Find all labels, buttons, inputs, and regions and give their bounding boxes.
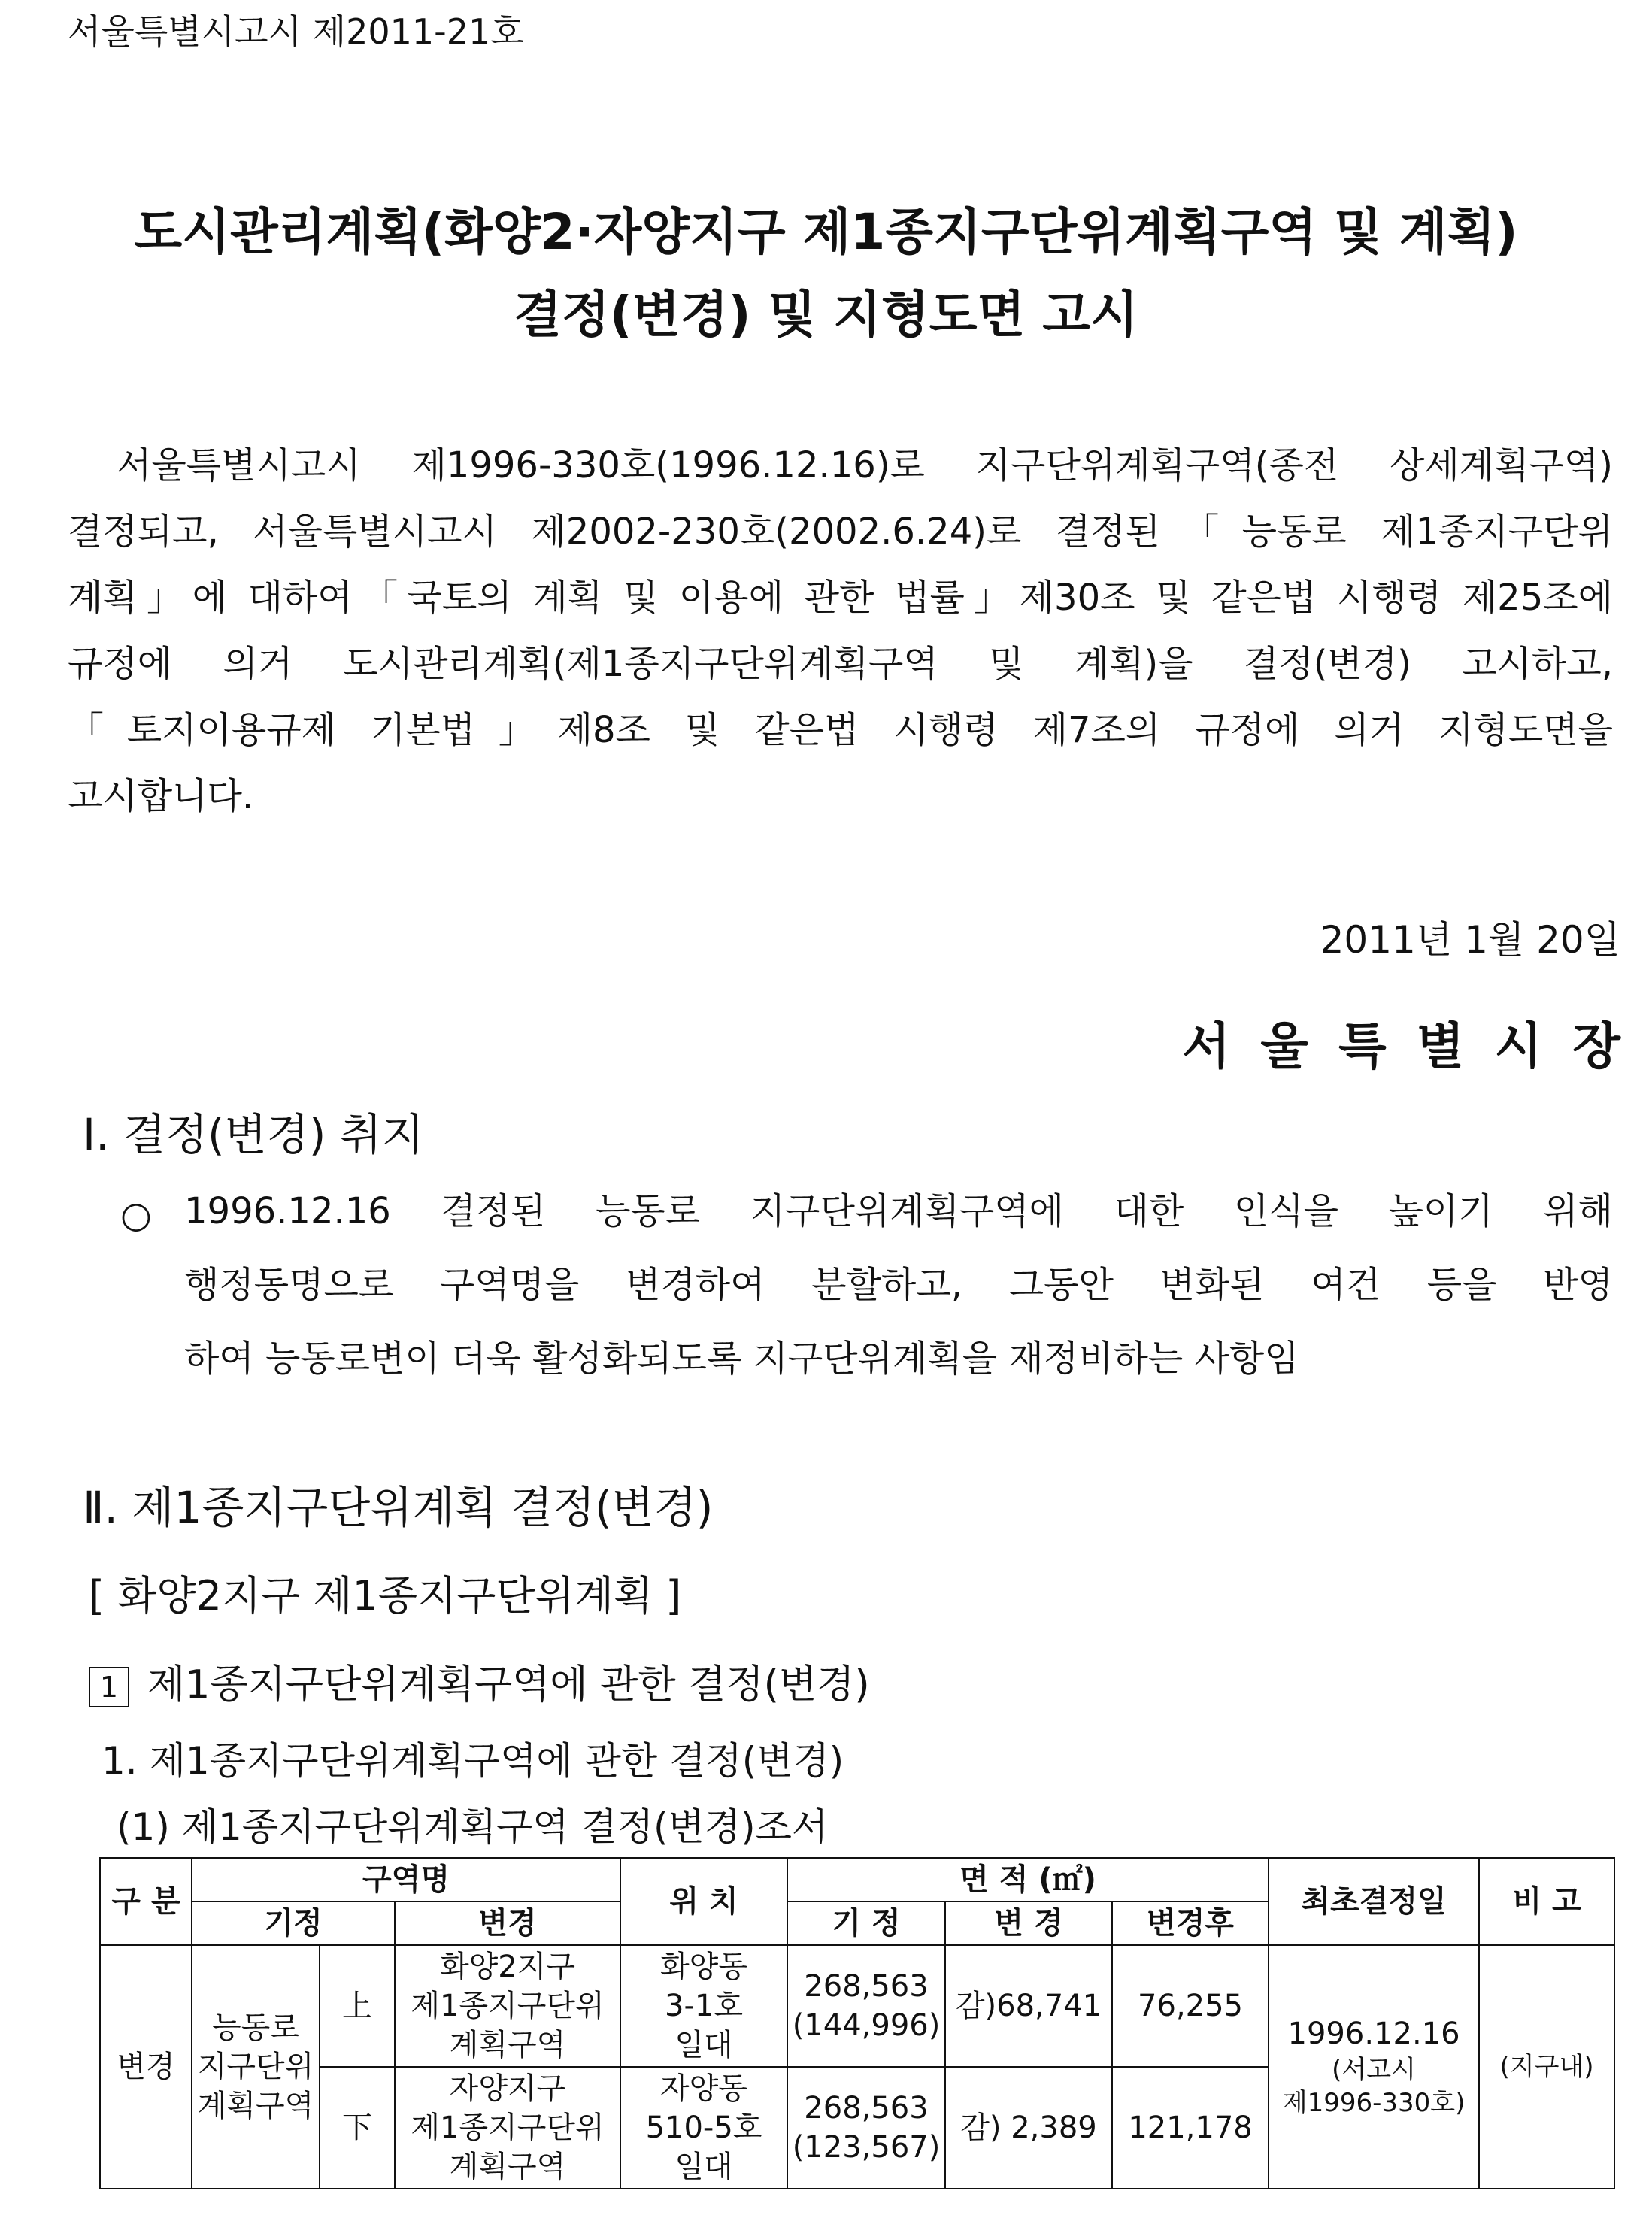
section-2-heading: Ⅱ. 제1종지구단위계획 결정(변경)	[83, 1482, 714, 1533]
header-location: 위 치	[620, 1858, 787, 1945]
body-line-6: 고시합니다.	[68, 775, 254, 817]
document-title-line-1: 도시관리계획(화양2·자양지구 제1종지구단위계획구역 및 계획)	[134, 203, 1518, 261]
category-value: 변경	[100, 1945, 192, 2189]
header-first-decision: 최초결정일	[1269, 1858, 1479, 1945]
remarks-value: (지구내)	[1479, 1945, 1614, 2189]
header-remarks: 비 고	[1479, 1858, 1614, 1945]
section-1-line-3: 하여 능동로변이 더욱 활성화되도록 지구단위계획을 재정비하는 사항임	[184, 1338, 1299, 1380]
header-area: 면 적 (㎡)	[787, 1858, 1269, 1901]
box-section-text: 제1종지구단위계획구역에 관한 결정(변경)	[147, 1662, 870, 1707]
first-decision-cell	[1269, 1945, 1479, 2189]
body-line-5: 「토지이용규제 기본법」제8조 및 같은법 시행령 제7조의 규정에 의거 지형도면을	[68, 709, 1613, 751]
bullet-icon: ○	[120, 1194, 152, 1236]
header-area-existing: 기 정	[787, 1901, 945, 1945]
body-line-1: 서울특별시고시 제1996-330호(1996.12.16)로 지구단위계획구역(종전 상세계획구역)	[117, 444, 1613, 486]
area-change-upper: 감)68,741	[945, 1945, 1112, 2067]
notice-date: 2011년 1월 20일	[1320, 918, 1620, 962]
header-changed: 변경	[395, 1901, 620, 1945]
location-upper: 화양동 3-1호 일대	[620, 1945, 787, 2067]
body-line-3: 계획」에 대하여「국토의 계획 및 이용에 관한 법률」제30조 및 같은법 시행령 제25조에	[68, 577, 1613, 619]
header-category: 구 분	[100, 1858, 192, 1945]
section-1-heading: Ⅰ. 결정(변경) 취지	[83, 1109, 424, 1160]
first-decision-date: 1996.12.16	[1287, 2017, 1460, 2051]
area-after-lower: 121,178	[1112, 2067, 1269, 2189]
first-decision-ref: (서고시 제1996-330호)	[1282, 2055, 1466, 2118]
part-lower: 下	[320, 2067, 395, 2189]
notice-number: 서울특별시고시 제2011-21호	[68, 11, 524, 52]
box-section-title	[89, 1653, 870, 1709]
header-existing: 기정	[192, 1901, 395, 1945]
area-change-lower: 감) 2,389	[945, 2067, 1112, 2189]
section-1-line-1: 1996.12.16 결정된 능동로 지구단위계획구역에 대한 인식을 높이기 위해	[184, 1190, 1613, 1232]
area-existing-upper: 268,563 (144,996)	[787, 1945, 945, 2067]
document-title-line-2: 결정(변경) 및 지형도면 고시	[514, 286, 1138, 344]
header-area-after: 변경후	[1112, 1901, 1269, 1945]
location-lower: 자양동 510-5호 일대	[620, 2067, 787, 2189]
item-title: 1. 제1종지구단위계획구역에 관한 결정(변경)	[102, 1739, 844, 1783]
body-line-4: 규정에 의거 도시관리계획(제1종지구단위계획구역 및 계획)을 결정(변경) 고시하고,	[68, 643, 1613, 685]
section-2-subheading: [ 화양2지구 제1종지구단위계획 ]	[89, 1572, 682, 1620]
area-after-upper: 76,255	[1112, 1945, 1269, 2067]
changed-area-name-upper: 화양2지구 제1종지구단위 계획구역	[395, 1945, 620, 2067]
box-number: 1	[89, 1667, 129, 1707]
area-decision-table	[99, 1857, 1615, 2189]
table-title: (1) 제1종지구단위계획구역 결정(변경)조서	[117, 1805, 829, 1849]
section-1-line-2: 행정동명으로 구역명을 변경하여 분할하고, 그동안 변화된 여건 등을 반영	[184, 1264, 1613, 1306]
existing-area-name: 능동로 지구단위 계획구역	[192, 1945, 320, 2189]
part-upper: 上	[320, 1945, 395, 2067]
area-existing-lower: 268,563 (123,567)	[787, 2067, 945, 2189]
changed-area-name-lower: 자양지구 제1종지구단위 계획구역	[395, 2067, 620, 2189]
header-area-change: 변 경	[945, 1901, 1112, 1945]
issuer: 서울특별시장	[1182, 1017, 1650, 1075]
header-area-name: 구역명	[192, 1858, 620, 1901]
body-line-2: 결정되고, 서울특별시고시 제2002-230호(2002.6.24)로 결정된「능동로 제1종지구단위	[68, 511, 1613, 553]
